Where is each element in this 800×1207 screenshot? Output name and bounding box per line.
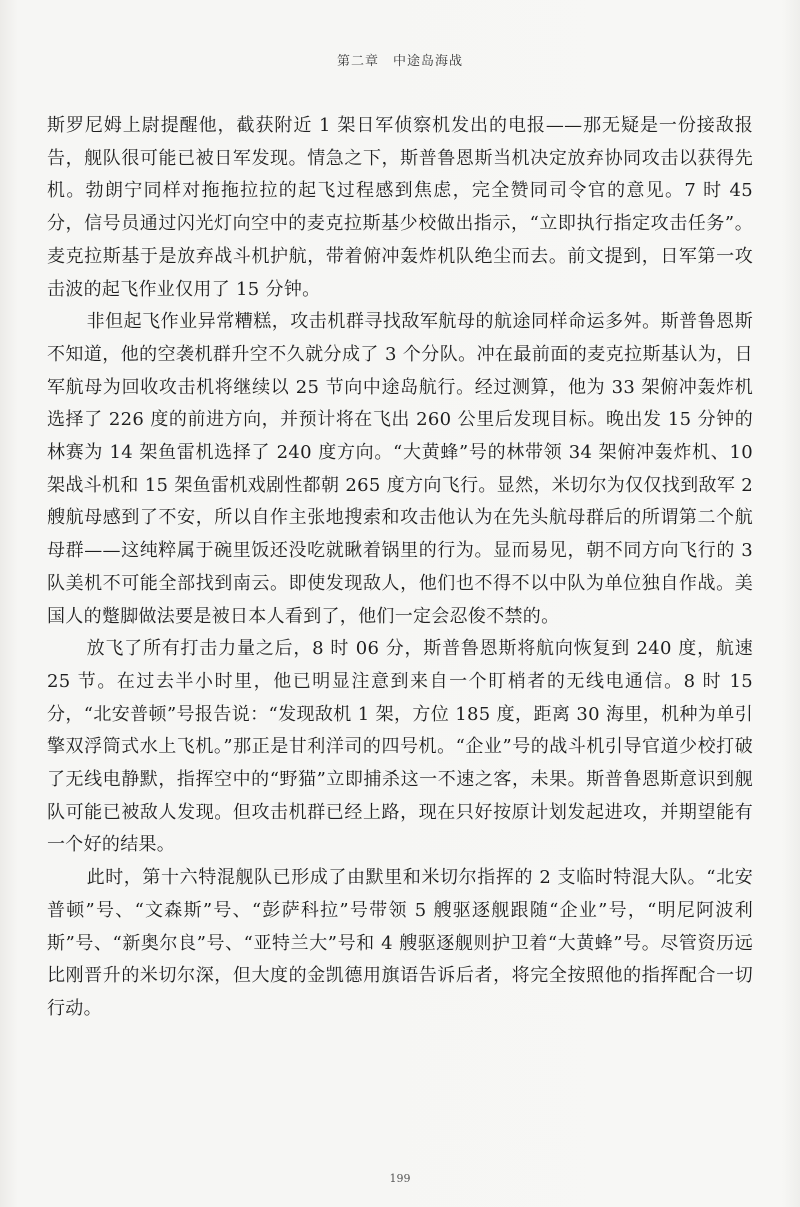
paragraph: 斯罗尼姆上尉提醒他，截获附近 1 架日军侦察机发出的电报——那无疑是一份接敌报告，舰队很可能已被日军发现。情急之下，斯普鲁恩斯当机决定放弃协同攻击以获得先机。勃朗宁同样对拖拖拉拉的起飞过程感到焦虑，完全赞同司令官的意见。7 时 45 分，信号员通过闪光灯向空中的麦克拉斯基少校做出指示，“立即执行指定攻击任务”。麦克拉斯基于是放弃战斗机护航，带着俯冲轰炸机队绝尘而去。前文提到，日军第一攻击波的起飞作业仅用了 15 分钟。 xyxy=(47,115,753,300)
body-text xyxy=(47,110,753,1026)
paragraph: 放飞了所有打击力量之后，8 时 06 分，斯普鲁恩斯将航向恢复到 240 度，航速 25 节。在过去半小时里，他已明显注意到来自一个盯梢者的无线电通信。8 时 15 分，“北安普顿”号报告说：“发现敌机 1 架，方位 185 度，距离 30 海里，机种为单引擎双浮筒式水上飞机。”那正是甘利洋司的四号机。“企业”号的战斗机引导官道少校打破了无线电静默，指挥空中的“野猫”立即捕杀这一不速之客，未果。斯普鲁恩斯意识到舰队可能已被敌人发现。但攻击机群已经上路，现在只好按原计划发起进攻，并期望能有一个好的结果。 xyxy=(47,638,754,856)
paragraph: 此时，第十六特混舰队已形成了由默里和米切尔指挥的 2 支临时特混大队。“北安普顿”号、“文森斯”号、“彭萨科拉”号带领 5 艘驱逐舰跟随“企业”号，“明尼阿波利斯”号、“新奥尔良”号、“亚特兰大”号和 4 艘驱逐舰则护卫着“大黄蜂”号。尽管资历远比刚晋升的米切尔深，但大度的金凯德用旗语告诉后者，将完全按照他的指挥配合一切行动。 xyxy=(47,867,753,1019)
running-header: 第二章 中途岛海战 xyxy=(336,54,463,69)
page-number: 199 xyxy=(389,1172,411,1185)
paragraph: 非但起飞作业异常糟糕，攻击机群寻找敌军航母的航途同样命运多舛。斯普鲁恩斯不知道，他的空袭机群升空不久就分成了 3 个分队。冲在最前面的麦克拉斯基认为，日军航母为回收攻击机将继续以 25 节向中途岛航行。经过测算，他为 33 架俯冲轰炸机选择了 226 度的前进方向，并预计将在飞出 260 公里后发现目标。晚出发 15 分钟的林赛为 14 架鱼雷机选择了 240 度方向。“大黄蜂”号的林带领 34 架俯冲轰炸机、10 架战斗机和 15 架鱼雷机戏剧性都朝 265 度方向飞行。显然，米切尔为仅仅找到敌军 2 艘航母感到了不安，所以自作主张地搜索和攻击他认为在先头航母群后的所谓第二个航母群——这纯粹属于碗里饭还没吃就瞅着锅里的行为。显而易见，朝不同方向飞行的 3 队美机不可能全部找到南云。即使发现敌人，他们也不得不以中队为单位独自作战。美国人的蹩脚做法要是被日本人看到了，他们一定会忍俊不禁的。 xyxy=(47,311,753,627)
